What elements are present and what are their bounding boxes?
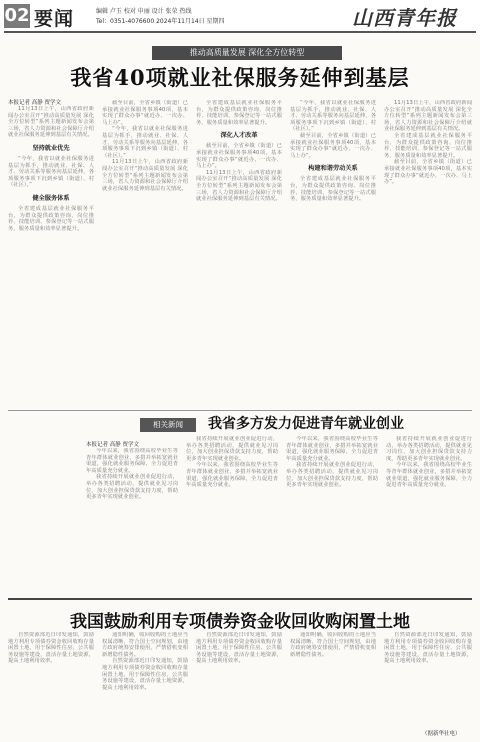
paragraph: 全省建成基层就业社保服务平台，为群众提供政策咨询、岗位推荐、技能培训、参保登记等一站式服务，服务质量和效率显著提升。 bbox=[196, 100, 282, 126]
paragraph: 截至目前，全省乡镇（街道）已承接就业社保服务事项40项，基本实现了群众办事“就近办、一次办、马上办”。 bbox=[384, 159, 472, 186]
paragraph: 11月13日上午，山西省政府新闻办公室召开“推动高质量发展 深化全方位转型”系列主题新闻发布会第三场，省人力资源和社会保障厅介绍就业社保服务延伸到基层有关情况。 bbox=[102, 159, 188, 192]
paragraph: 我省持续开展就业创业促进行动，举办各类招聘活动，提供就业见习岗位，加大创业担保贷款支持力度，帮助更多青年实现就业创业。 bbox=[386, 436, 472, 462]
article-column bbox=[186, 436, 278, 594]
paragraph: 截至目前，全省乡镇（街道）已承接就业社保服务事项40项，基本实现了群众办事“就近办、一次办、马上办”。 bbox=[196, 143, 282, 170]
paragraph: 今年以来，我省围绕高校毕业生等青年群体就业创业，多措并举拓宽就业渠道，强化就业服务保障，全力促进青年高质量充分就业。 bbox=[86, 448, 178, 474]
article-column bbox=[8, 106, 94, 406]
paragraph: “今年，我省以就业社保服务进基层为抓手，推动就业、社保、人才、劳动关系等服务向基层延伸，各项服务事项下沉到乡镇（街道）、村（社区）。” bbox=[102, 126, 188, 159]
paragraph: 全省建成基层就业社保服务平台，为群众提供政策咨询、岗位推荐、技能培训、参保登记等一站式服务，服务质量和效率显著提升。 bbox=[8, 205, 94, 232]
paragraph: 今年以来，我省围绕高校毕业生等青年群体就业创业，多措并举拓宽就业渠道，强化就业服务保障，全力促进青年高质量充分就业。 bbox=[386, 462, 472, 489]
masthead-logo: 山西青年报 bbox=[352, 6, 457, 30]
paragraph: 今年以来，我省围绕高校毕业生等青年群体就业创业，多措并举拓宽就业渠道，强化就业服务保障，全力促进青年高质量充分就业。 bbox=[186, 462, 278, 489]
subheading: 坚持就业优先 bbox=[32, 144, 70, 152]
source-note: （据新华社电） bbox=[422, 731, 461, 737]
paragraph: 通知明确，收回收购的土地应当权属清晰、符合国土空间规划，由地方政府统筹安排使用，严禁借机变相新增隐性债务。 bbox=[102, 632, 188, 658]
subheading: 构建和谐劳动关系 bbox=[308, 165, 358, 173]
byline: 本报记者 高静 贾学文 bbox=[8, 100, 61, 106]
secondary-headline: 我省多方发力促进青年就业创业 bbox=[208, 416, 404, 432]
paragraph: 我省持续开展就业创业促进行动，举办各类招聘活动，提供就业见习岗位，加大创业担保贷款支持力度，帮助更多青年实现就业创业。 bbox=[286, 462, 378, 489]
paragraph: 截至目前，全省乡镇（街道）已承接就业社保服务事项40项，基本实现了群众办事“就近办、一次办、马上办”。 bbox=[102, 100, 188, 126]
paragraph: “今年，我省以就业社保服务进基层为抓手，推动就业、社保、人才、劳动关系等服务向基层延伸，各项服务事项下沉到乡镇（街道）、村（社区）。” bbox=[8, 155, 94, 189]
subheading: 深化人才改革 bbox=[220, 132, 258, 140]
section-divider bbox=[8, 598, 472, 600]
page-header bbox=[0, 0, 480, 34]
article-column bbox=[196, 100, 282, 406]
paragraph: 截至目前，全省乡镇（街道）已承接就业社保服务事项40项，基本实现了群众办事“就近办、一次办、马上办”。 bbox=[290, 132, 376, 159]
paragraph: 自然资源部近日印发通知，鼓励地方利用专项债券资金收回收购存量闲置土地，用于保障性住房、公共服务设施等建设，盘活存量土地资源，提高土地利用效率。 bbox=[8, 632, 94, 665]
article-column bbox=[102, 100, 188, 406]
article-column bbox=[86, 448, 178, 594]
paragraph: 全省建成基层就业社保服务平台，为群众提供政策咨询、岗位推荐、技能培训、参保登记等一站式服务，服务质量和效率显著提升。 bbox=[384, 132, 472, 159]
paragraph: 我省持续开展就业创业促进行动，举办各类招聘活动，提供就业见习岗位，加大创业担保贷款支持力度，帮助更多青年实现就业创业。 bbox=[86, 474, 178, 501]
paragraph: 我省持续开展就业创业促进行动，举办各类招聘活动，提供就业见习岗位，加大创业担保贷款支持力度，帮助更多青年实现就业创业。 bbox=[186, 436, 278, 462]
article-kicker: 推动高质量发展 深化全方位转型 bbox=[152, 46, 342, 60]
article-column bbox=[290, 100, 376, 406]
third-headline: 我国鼓励利用专项债券资金收回收购闲置土地 bbox=[70, 612, 410, 632]
paragraph: 自然资源部近日印发通知，鼓励地方利用专项债券资金收回收购存量闲置土地，用于保障性住房、公共服务设施等建设，盘活存量土地资源，提高土地利用效率。 bbox=[196, 632, 282, 665]
article-column bbox=[196, 632, 282, 728]
paragraph: 通知明确，收回收购的土地应当权属清晰、符合国土空间规划，由地方政府统筹安排使用，严禁借机变相新增隐性债务。 bbox=[290, 632, 376, 658]
byline: 本报记者 高静 贾学文 bbox=[86, 442, 139, 448]
paragraph: 全省建成基层就业社保服务平台，为群众提供政策咨询、岗位推荐、技能培训、参保登记等一站式服务，服务质量和效率显著提升。 bbox=[290, 176, 376, 203]
paragraph: 自然资源部近日印发通知，鼓励地方利用专项债券资金收回收购存量闲置土地，用于保障性住房、公共服务设施等建设，盘活存量土地资源，提高土地利用效率。 bbox=[102, 658, 188, 691]
paragraph: “今年，我省以就业社保服务进基层为抓手，推动就业、社保、人才、劳动关系等服务向基层延伸，各项服务事项下沉到乡镇（街道）、村（社区）。” bbox=[290, 100, 376, 133]
paragraph: 今年以来，我省围绕高校毕业生等青年群体就业创业，多措并举拓宽就业渠道，强化就业服务保障，全力促进青年高质量充分就业。 bbox=[286, 436, 378, 462]
header-rule bbox=[4, 31, 476, 33]
editor-line: 编辑 卢玉 校对 申丽 设计 张荣 热线 bbox=[96, 8, 192, 15]
paragraph: 11月13日上午，山西省政府新闻办公室召开“推动高质量发展 深化全方位转型”系列主题新闻发布会第三场，省人力资源和社会保障厅介绍就业社保服务延伸到基层有关情况。 bbox=[196, 169, 282, 203]
article-column bbox=[8, 632, 94, 728]
section-divider bbox=[8, 410, 472, 411]
article-column bbox=[286, 436, 378, 594]
subheading: 健全服务体系 bbox=[32, 194, 70, 202]
paragraph: 11月13日上午，山西省政府新闻办公室召开“推动高质量发展 深化全方位转型”系列主题新闻发布会第三场，省人力资源和社会保障厅介绍就业社保服务延伸到基层有关情况。 bbox=[384, 100, 472, 133]
page-number: 02 bbox=[4, 5, 30, 26]
article-column bbox=[384, 100, 472, 406]
date-line: Tel：0351-4076600 2024年11月14日 星期四 bbox=[96, 18, 225, 25]
article-column bbox=[102, 632, 188, 728]
paragraph: 自然资源部近日印发通知，鼓励地方利用专项债券资金收回收购存量闲置土地，用于保障性住房、公共服务设施等建设，盘活存量土地资源，提高土地利用效率。 bbox=[384, 632, 472, 665]
related-news-label: 相关新闻 bbox=[140, 418, 196, 432]
paragraph: 11月13日上午，山西省政府新闻办公室召开“推动高质量发展 深化全方位转型”系列主题新闻发布会第三场，省人力资源和社会保障厅介绍就业社保服务延伸到基层有关情况。 bbox=[8, 106, 94, 139]
main-headline: 我省40项就业社保服务延伸到基层 bbox=[70, 65, 410, 90]
article-column bbox=[386, 436, 472, 594]
article-column bbox=[290, 632, 376, 728]
article-column bbox=[384, 632, 472, 726]
section-title: 要闻 bbox=[34, 8, 75, 30]
